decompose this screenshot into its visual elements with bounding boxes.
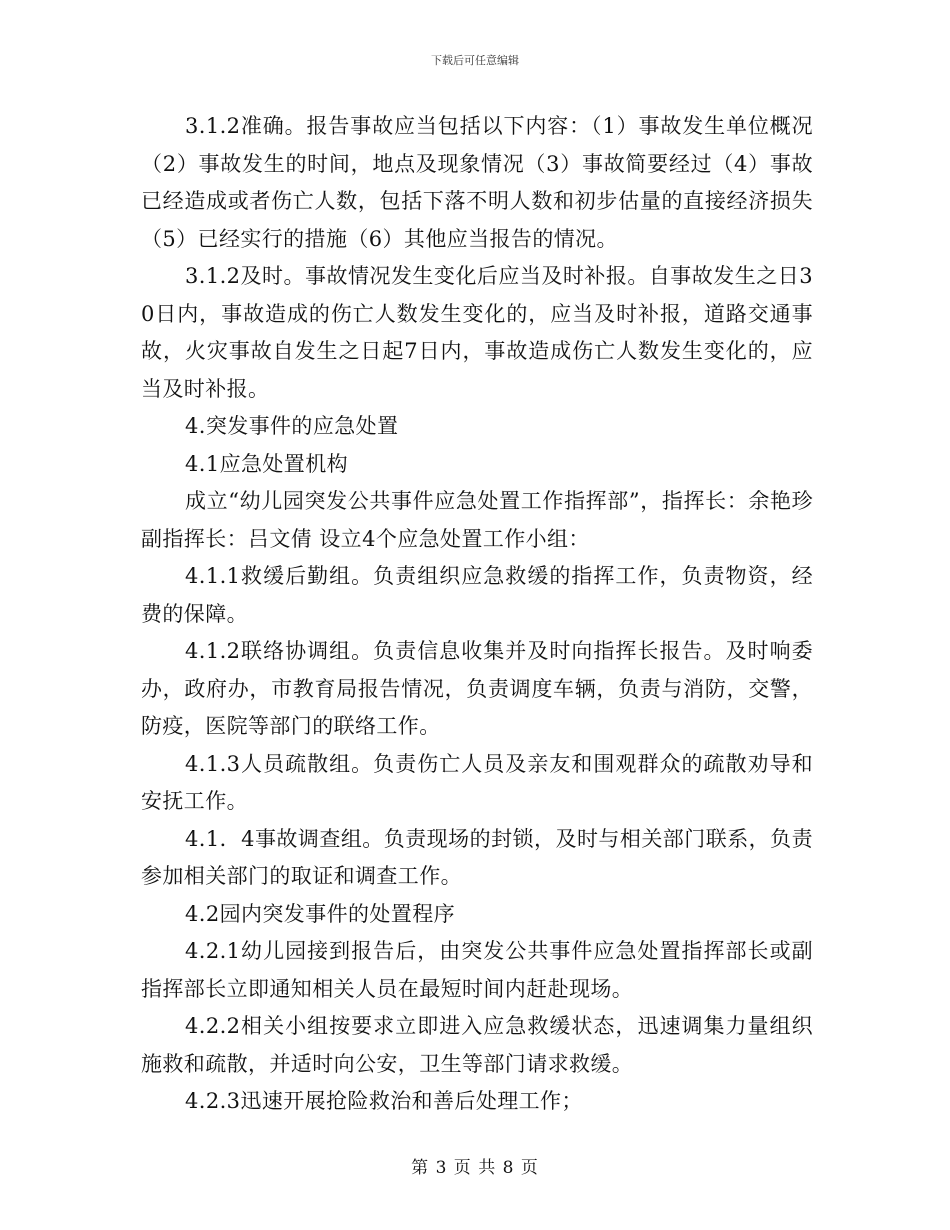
paragraph: 成立“幼儿园突发公共事件应急处置工作指挥部”，指挥长：余艳珍 副指挥长：吕文倩 设立4个应急处置工作小组： xyxy=(141,489,835,551)
paragraph: 4.1．4事故调查组。负责现场的封锁，及时与相关部门联系，负责参加相关部门的取证和调查工作。 xyxy=(141,826,813,888)
paragraph: 4.1.1救缓后勤组。负责组织应急救缓的指挥工作，负责物资，经费的保障。 xyxy=(141,564,813,626)
section-heading: 4.突发事件的应急处置 xyxy=(185,414,399,438)
paragraph: 4.1.3人员疏散组。负责伤亡人员及亲友和围观群众的疏散劝导和安抚工作。 xyxy=(141,751,813,813)
paragraph: 4.2.3迅速开展抢险救治和善后处理工作； xyxy=(185,1089,583,1113)
document-body xyxy=(141,108,835,1121)
paragraph: 3.1.2及时。事故情况发生变化后应当及时补报。自事故发生之日30日内，事故造成的伤亡人数发生变化的，应当及时补报，道路交通事故，火灾事故自发生之日起7日内，事故造成伤亡人数发生变化的，应当及时补报。 xyxy=(141,264,813,401)
subsection-heading: 4.1应急处置机构 xyxy=(185,451,348,476)
page-header: 下载后可任意编辑 xyxy=(431,54,519,67)
paragraph: 4.1.2联络协调组。负责信息收集并及时向指挥长报告。及时响委办，政府办，市教育局报告情况，负责调度车辆，负责与消防，交警，防疫，医院等部门的联络工作。 xyxy=(141,639,813,738)
page-number-footer: 第 3 页 共 8 页 xyxy=(411,1158,539,1178)
paragraph: 4.2.1幼儿园接到报告后，由突发公共事件应急处置指挥部长或副指挥部长立即通知相关人员在最短时间内赶赴现场。 xyxy=(141,939,813,1001)
subsection-heading: 4.2园内突发事件的处置程序 xyxy=(185,901,455,926)
paragraph: 4.2.2相关小组按要求立即进入应急救缓状态，迅速调集力量组织施救和疏散，并适时向公安，卫生等部门请求救缓。 xyxy=(141,1014,813,1076)
paragraph: 3.1.2准确。报告事故应当包括以下内容：（1）事故发生单位概况（2）事故发生的时间，地点及现象情况（3）事故简要经过（4）事故已经造成或者伤亡人数，包括下落不明人数和初步估量的直接经济损失（5）已经实行的措施（6）其他应当报告的情况。 xyxy=(141,114,813,251)
